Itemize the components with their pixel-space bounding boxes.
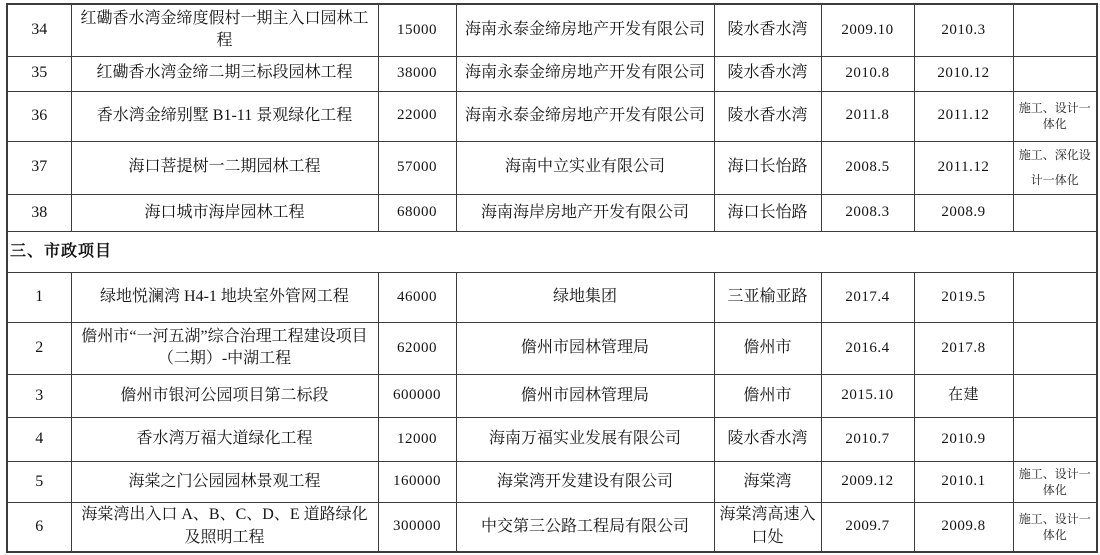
cell-note — [1013, 374, 1097, 417]
cell-project-name: 香水湾万福大道绿化工程 — [71, 417, 378, 461]
cell-serial: 34 — [7, 4, 71, 56]
cell-serial: 4 — [7, 417, 71, 461]
cell-amount: 22000 — [378, 91, 456, 141]
table-row — [7, 56, 1097, 91]
cell-note — [1013, 272, 1097, 322]
cell-start-date: 2008.5 — [821, 141, 914, 194]
cell-serial: 6 — [7, 502, 71, 552]
table-row — [7, 272, 1097, 322]
cell-serial: 1 — [7, 272, 71, 322]
cell-project-name: 儋州市银河公园项目第二标段 — [71, 374, 378, 417]
table-row — [7, 91, 1097, 141]
cell-start-date: 2017.4 — [821, 272, 914, 322]
cell-end-date: 2010.1 — [914, 461, 1013, 502]
cell-client: 绿地集团 — [456, 272, 714, 322]
cell-note — [1013, 322, 1097, 374]
cell-note: 施工、设计一体化 — [1013, 461, 1097, 502]
cell-project-name: 儋州市“一河五湖”综合治理工程建设项目（二期）-中湖工程 — [71, 322, 378, 374]
cell-client: 海南海岸房地产开发有限公司 — [456, 194, 714, 231]
cell-project-name: 海棠之门公园园林景观工程 — [71, 461, 378, 502]
cell-start-date: 2010.7 — [821, 417, 914, 461]
cell-project-name: 香水湾金缔别墅 B1-11 景观绿化工程 — [71, 91, 378, 141]
projects-table — [6, 3, 1098, 553]
cell-client: 海南永泰金缔房地产开发有限公司 — [456, 4, 714, 56]
cell-start-date: 2011.8 — [821, 91, 914, 141]
cell-location: 儋州市 — [714, 322, 821, 374]
cell-amount: 62000 — [378, 322, 456, 374]
cell-start-date: 2009.7 — [821, 502, 914, 552]
cell-amount: 600000 — [378, 374, 456, 417]
cell-end-date: 2011.12 — [914, 91, 1013, 141]
cell-start-date: 2015.10 — [821, 374, 914, 417]
cell-end-date: 2017.8 — [914, 322, 1013, 374]
cell-start-date: 2009.12 — [821, 461, 914, 502]
table-row — [7, 194, 1097, 231]
cell-client: 海南永泰金缔房地产开发有限公司 — [456, 56, 714, 91]
cell-amount: 300000 — [378, 502, 456, 552]
cell-end-date: 在建 — [914, 374, 1013, 417]
cell-amount: 160000 — [378, 461, 456, 502]
cell-end-date: 2008.9 — [914, 194, 1013, 231]
cell-amount: 12000 — [378, 417, 456, 461]
cell-amount: 38000 — [378, 56, 456, 91]
cell-end-date: 2010.3 — [914, 4, 1013, 56]
cell-serial: 2 — [7, 322, 71, 374]
cell-serial: 35 — [7, 56, 71, 91]
cell-end-date: 2019.5 — [914, 272, 1013, 322]
cell-note: 施工、深化设计一体化 — [1013, 141, 1097, 194]
cell-end-date: 2010.9 — [914, 417, 1013, 461]
cell-serial: 38 — [7, 194, 71, 231]
table-row — [7, 374, 1097, 417]
cell-start-date: 2016.4 — [821, 322, 914, 374]
table-row — [7, 461, 1097, 502]
cell-end-date: 2009.8 — [914, 502, 1013, 552]
cell-client: 儋州市园林管理局 — [456, 374, 714, 417]
table-row — [7, 4, 1097, 56]
cell-location: 海棠湾高速入口处 — [714, 502, 821, 552]
table-row — [7, 502, 1097, 552]
cell-project-name: 绿地悦澜湾 H4-1 地块室外管网工程 — [71, 272, 378, 322]
cell-amount: 46000 — [378, 272, 456, 322]
cell-project-name: 海口菩提树一二期园林工程 — [71, 141, 378, 194]
cell-project-name: 海棠湾出入口 A、B、C、D、E 道路绿化及照明工程 — [71, 502, 378, 552]
cell-client: 海南中立实业有限公司 — [456, 141, 714, 194]
cell-end-date: 2011.12 — [914, 141, 1013, 194]
cell-client: 海棠湾开发建设有限公司 — [456, 461, 714, 502]
cell-note — [1013, 417, 1097, 461]
cell-location: 陵水香水湾 — [714, 417, 821, 461]
table-row — [7, 417, 1097, 461]
cell-note: 施工、设计一体化 — [1013, 91, 1097, 141]
cell-end-date: 2010.12 — [914, 56, 1013, 91]
table-row — [7, 141, 1097, 194]
cell-serial: 36 — [7, 91, 71, 141]
cell-note — [1013, 194, 1097, 231]
cell-client: 儋州市园林管理局 — [456, 322, 714, 374]
cell-client: 海南永泰金缔房地产开发有限公司 — [456, 91, 714, 141]
cell-start-date: 2009.10 — [821, 4, 914, 56]
cell-amount: 57000 — [378, 141, 456, 194]
table-row — [7, 322, 1097, 374]
cell-location: 三亚榆亚路 — [714, 272, 821, 322]
cell-location: 陵水香水湾 — [714, 91, 821, 141]
cell-client: 海南万福实业发展有限公司 — [456, 417, 714, 461]
cell-location: 海口长怡路 — [714, 141, 821, 194]
cell-location: 陵水香水湾 — [714, 56, 821, 91]
cell-location: 儋州市 — [714, 374, 821, 417]
cell-project-name: 红磡香水湾金缔二期三标段园林工程 — [71, 56, 378, 91]
cell-location: 海口长怡路 — [714, 194, 821, 231]
cell-serial: 3 — [7, 374, 71, 417]
cell-start-date: 2010.8 — [821, 56, 914, 91]
cell-serial: 5 — [7, 461, 71, 502]
cell-note — [1013, 4, 1097, 56]
cell-location: 陵水香水湾 — [714, 4, 821, 56]
cell-start-date: 2008.3 — [821, 194, 914, 231]
cell-serial: 37 — [7, 141, 71, 194]
cell-note — [1013, 56, 1097, 91]
cell-location: 海棠湾 — [714, 461, 821, 502]
section-title: 三、市政项目 — [7, 231, 1097, 272]
cell-client: 中交第三公路工程局有限公司 — [456, 502, 714, 552]
cell-amount: 68000 — [378, 194, 456, 231]
cell-note: 施工、设计一体化 — [1013, 502, 1097, 552]
cell-amount: 15000 — [378, 4, 456, 56]
section-header-row — [7, 231, 1097, 272]
cell-project-name: 红磡香水湾金缔度假村一期主入口园林工程 — [71, 4, 378, 56]
cell-project-name: 海口城市海岸园林工程 — [71, 194, 378, 231]
